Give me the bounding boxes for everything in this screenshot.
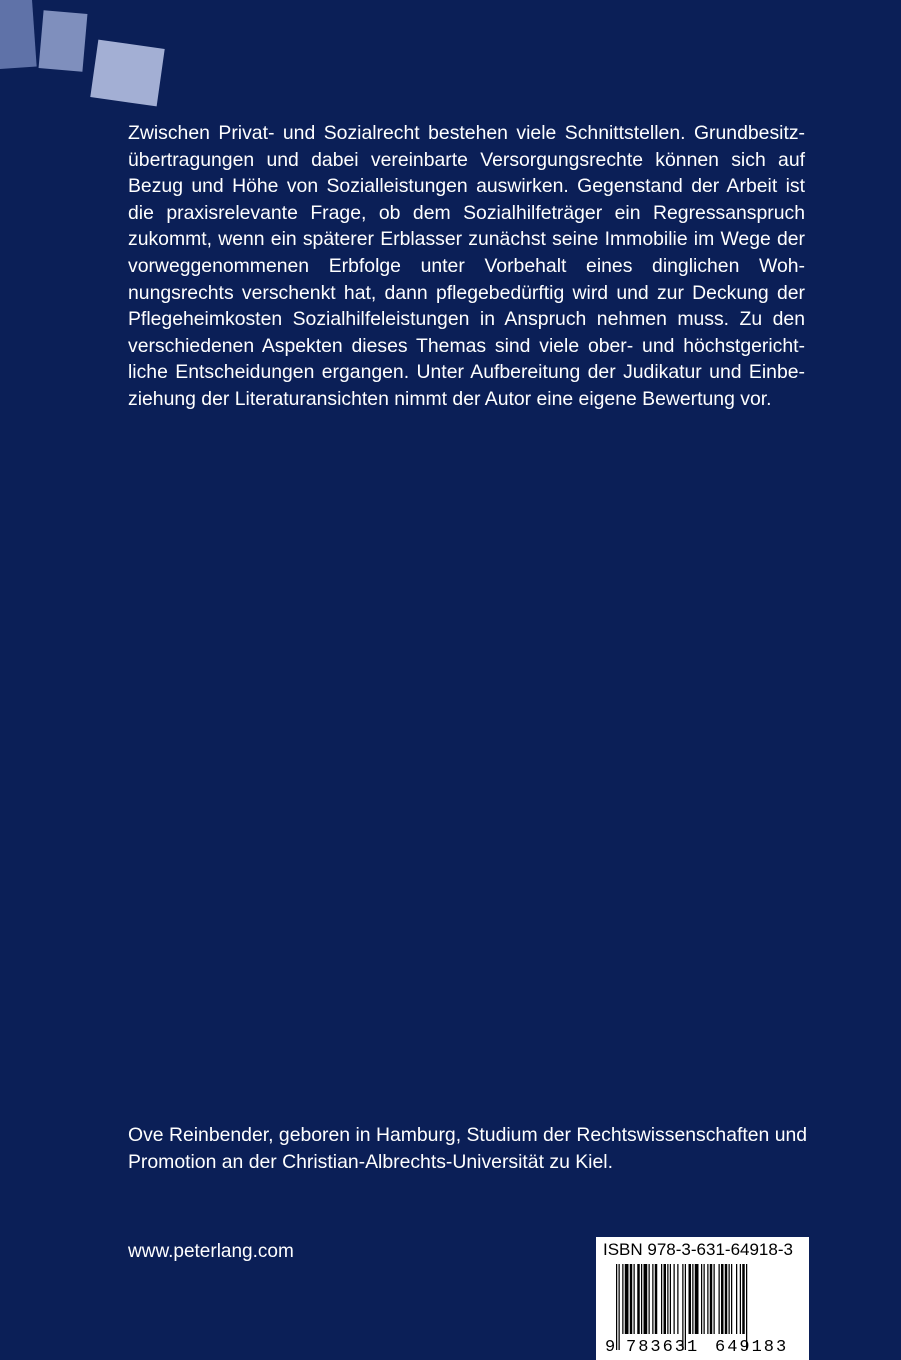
barcode-bar [729, 1264, 730, 1334]
barcode-bar [710, 1264, 713, 1334]
barcode-bar [630, 1264, 633, 1334]
barcode-bar [649, 1264, 650, 1334]
ean-first-digit: 9 [605, 1338, 616, 1353]
barcode-bar [725, 1264, 728, 1334]
barcode-bars [604, 1264, 802, 1353]
ean-right-group: 649183 [715, 1338, 789, 1353]
barcode-bar [701, 1264, 702, 1334]
barcode-bar [692, 1264, 693, 1334]
author-bio: Ove Reinbender, geboren in Hamburg, Studium der Rechtswissenschaften und Promotion an der Christian-Albrechts-Universität zu Kiel. [128, 1124, 808, 1173]
barcode-bar [637, 1264, 640, 1334]
barcode-bar [619, 1264, 620, 1350]
decorative-square-dark [0, 0, 37, 69]
barcode-bar [689, 1264, 692, 1334]
publisher-website-link[interactable]: www.peterlang.com [128, 1241, 294, 1262]
barcode-bar [661, 1264, 662, 1334]
isbn-barcode [596, 1237, 809, 1360]
isbn-label: ISBN 978-3-631-64918-3 [603, 1240, 793, 1259]
barcode-bar [721, 1264, 724, 1334]
barcode-bar [704, 1264, 705, 1334]
barcode-bar [652, 1264, 653, 1334]
barcode-bar [707, 1264, 708, 1334]
barcode-bar [655, 1264, 658, 1334]
barcode-bar [667, 1264, 668, 1334]
blurb-paragraph: Zwischen Privat- und Sozialrecht bestehen viele Schnittstellen. Grundbesitzübertragungen und dabei vereinbarte Versorgungsrechte können sich auf Bezug und Höhe von Sozialleistungen auswirken. Gegenstand der Arbeit ist die praxisrelevante Frage, ob dem Sozialhilfeträger ein Regressanspruch zukommt, wenn ein späterer Erblasser zunächst seine Immobilie im Wege der vorweggenommenen Erbfolge unter Vorbehalt eines dinglichen Wohnungsrechts verschenkt hat, dann pflegebedürftig wird und zur Deckung der Pflegeheimkosten Sozialhilfeleistungen in Anspruch nehmen muss. Zu den verschiedenen Aspekten dieses Themas sind viele ober- und höchstgerichtliche Entscheidungen ergangen. Unter Aufbereitung der Judikatur und Einbeziehung der Literaturansichten nimmt der Autor eine eigene Bewertung vor. [128, 122, 805, 410]
barcode-bar [731, 1264, 732, 1334]
barcode-bar [695, 1264, 699, 1334]
barcode-bar [644, 1264, 648, 1334]
barcode-bar [674, 1264, 675, 1334]
barcode-bar [664, 1264, 667, 1334]
barcode-bar [625, 1264, 629, 1334]
barcode-bar [616, 1264, 617, 1350]
barcode-bar [740, 1264, 741, 1334]
barcode-bar [622, 1264, 623, 1334]
barcode-bar [634, 1264, 635, 1334]
ean-left-group: 783631 [626, 1338, 700, 1353]
barcode-bar [736, 1264, 737, 1334]
barcode-bar [677, 1264, 678, 1334]
barcode-bar [714, 1264, 715, 1334]
decorative-square-light [90, 40, 164, 107]
barcode-bar [641, 1264, 642, 1334]
barcode-bar [742, 1264, 745, 1334]
barcode-bar [719, 1264, 720, 1334]
barcode-bar [670, 1264, 671, 1334]
decorative-square-mid [39, 10, 88, 72]
